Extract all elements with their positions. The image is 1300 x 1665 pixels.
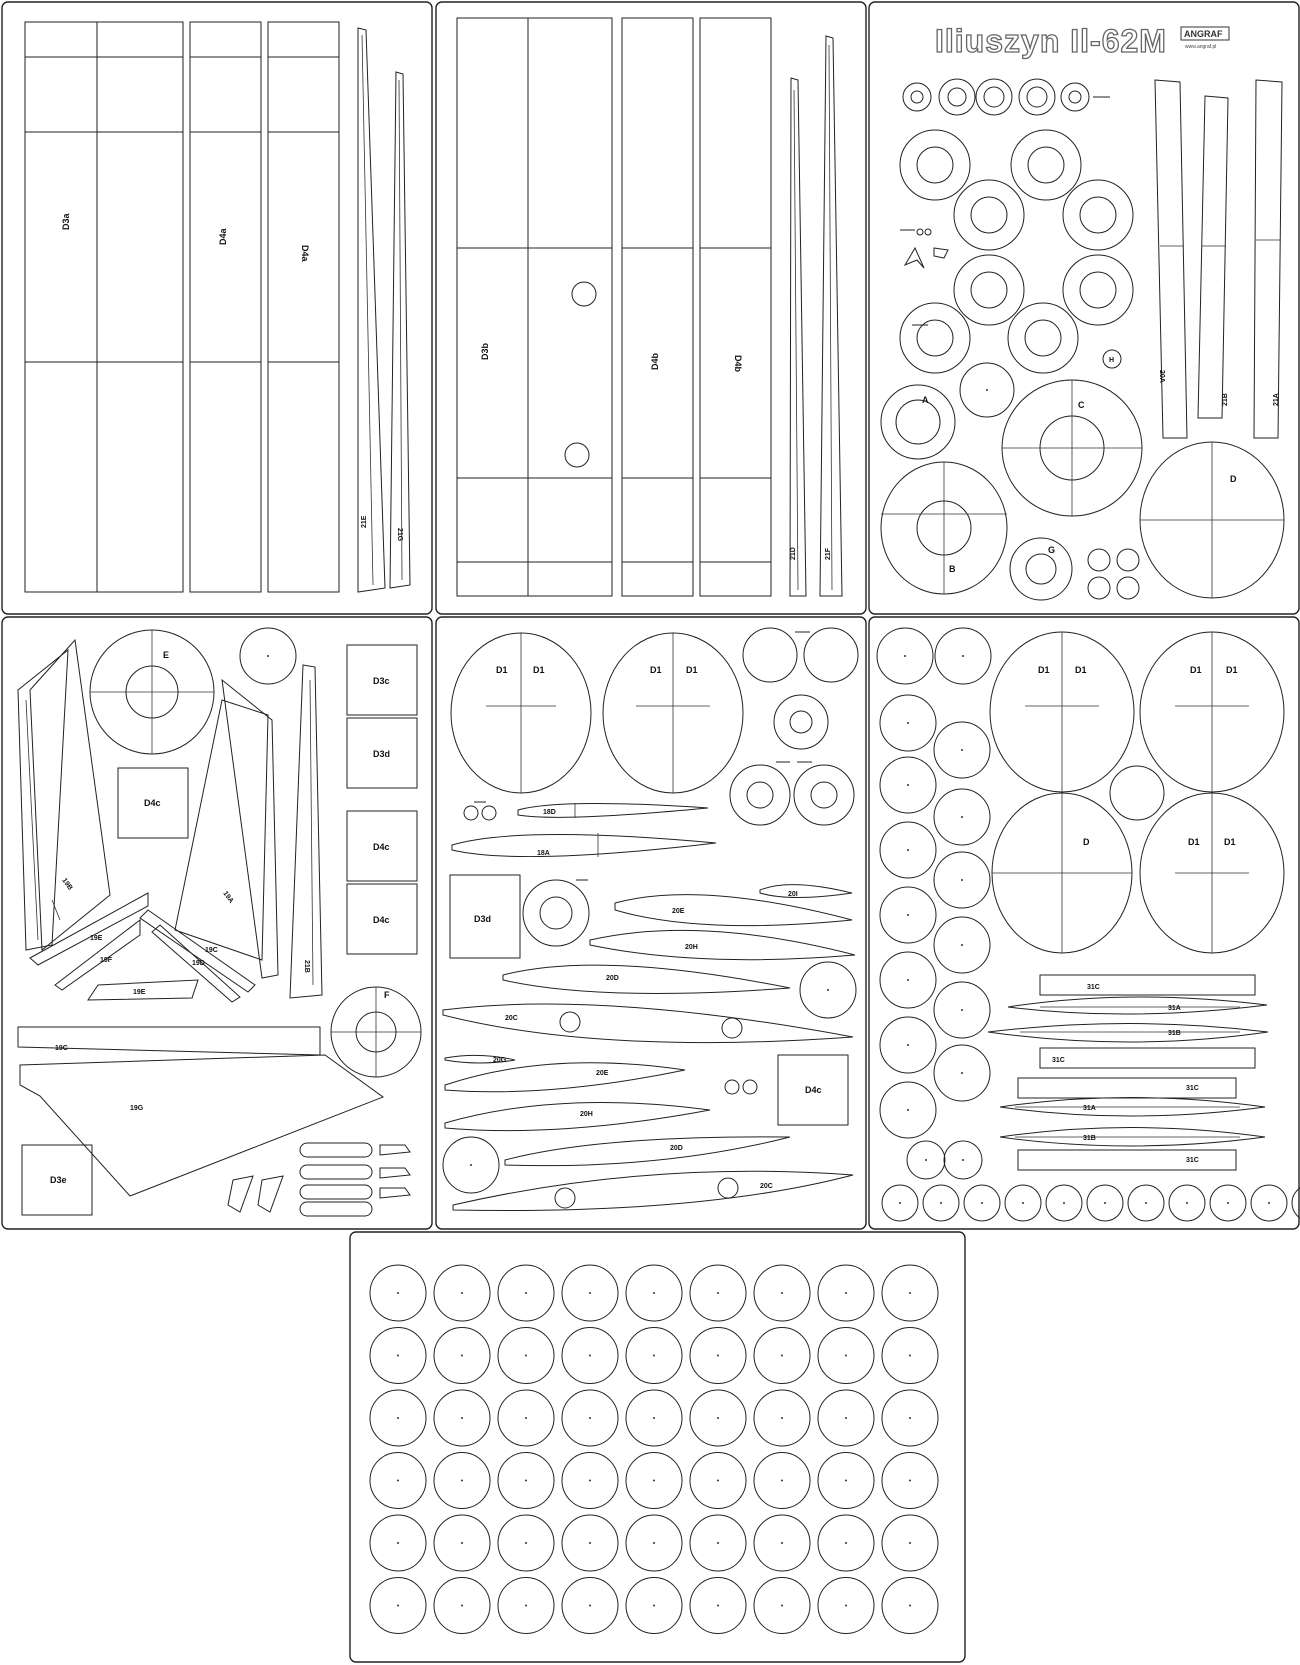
part-label-d4c-3: D4c xyxy=(144,798,161,808)
disc-r1-c4-center xyxy=(589,1292,591,1294)
part-label-d3b: D3b xyxy=(480,342,490,360)
disc-r5-c1-center xyxy=(397,1542,399,1544)
part-label-d4c-s5: D4c xyxy=(805,1085,822,1095)
bottom-disc-1-center xyxy=(899,1202,901,1204)
disc-r1-c6-center xyxy=(717,1292,719,1294)
stab-label-19f: 19F xyxy=(100,957,113,964)
bottom-disc-6-center xyxy=(1104,1202,1106,1204)
disc-r4-c7-center xyxy=(781,1480,783,1482)
rib-label-20c-2: 20C xyxy=(760,1183,773,1190)
strip-label-31c-3: 31C xyxy=(1186,1085,1199,1092)
part-label-d4a-2: D4a xyxy=(300,245,310,262)
bulkhead-label-d: D xyxy=(1083,837,1090,847)
rib-label-20c: 20C xyxy=(505,1015,518,1022)
disc-r6-c8-center xyxy=(845,1605,847,1607)
disc-r6-c5-center xyxy=(653,1605,655,1607)
strip-label-31a-2: 31A xyxy=(1083,1105,1096,1112)
sheet-6 xyxy=(869,617,1300,1229)
fin-label-19b: 19B xyxy=(60,877,74,892)
part-label-b: B xyxy=(949,564,956,574)
disc-r2-c6-center xyxy=(717,1355,719,1357)
strip-label-31a-1: 31A xyxy=(1168,1005,1181,1012)
fin-label-19a: 19A xyxy=(221,890,235,905)
disc-r5-c2-center xyxy=(461,1542,463,1544)
rib-label-20e: 20E xyxy=(672,908,685,915)
stab-label-19c: 19C xyxy=(205,947,218,954)
small-disc-14-center xyxy=(961,1009,963,1011)
sheet-1 xyxy=(2,2,432,614)
disc-r2-c4-center xyxy=(589,1355,591,1357)
disc-r6-c7-center xyxy=(781,1605,783,1607)
rib-label-20d: 20D xyxy=(606,975,619,982)
bottom-disc-3-center xyxy=(981,1202,983,1204)
disc-r4-c6-center xyxy=(717,1480,719,1482)
disc-r1-c2-center xyxy=(461,1292,463,1294)
part-label-d4a-1: D4a xyxy=(218,228,228,245)
disc-r2-c8-center xyxy=(845,1355,847,1357)
part-label-d4b-2: D4b xyxy=(733,355,743,373)
disc-r3-c2-center xyxy=(461,1417,463,1419)
bulkhead-label-d1-10: D1 xyxy=(1224,837,1236,847)
rib-label-20g: 20G xyxy=(493,1057,507,1064)
disc-r1-c3-center xyxy=(525,1292,527,1294)
model-title: Iliuszyn Il-62M xyxy=(935,23,1167,59)
rib-label-20h: 20H xyxy=(685,944,698,951)
sheet-7 xyxy=(350,1232,965,1662)
bottom-disc-8-center xyxy=(1186,1202,1188,1204)
strip-label-19c: 19C xyxy=(55,1045,68,1052)
disc-r2-c2-center xyxy=(461,1355,463,1357)
mini-disc-2-center xyxy=(962,1159,964,1161)
bulkhead-label-d1-7: D1 xyxy=(1190,665,1202,675)
part-label-d: D xyxy=(1230,474,1237,484)
strip-label-20a: 20A xyxy=(1158,370,1165,383)
bottom-disc-10-center xyxy=(1268,1202,1270,1204)
strip-label-31c-2: 31C xyxy=(1052,1057,1065,1064)
part-label-d4c-1: D4c xyxy=(373,842,390,852)
disc-r1-c7-center xyxy=(781,1292,783,1294)
disc-r6-c9-center xyxy=(909,1605,911,1607)
bulkhead-label-d1-3: D1 xyxy=(650,665,662,675)
disc-r6-c1-center xyxy=(397,1605,399,1607)
plate-label-19g: 19G xyxy=(130,1105,144,1112)
stab-label-19d: 19D xyxy=(192,960,205,967)
disc-r3-c8-center xyxy=(845,1417,847,1419)
disc-r1-c5-center xyxy=(653,1292,655,1294)
strip-label-31c-4: 31C xyxy=(1186,1157,1199,1164)
disc-r4-c3-center xyxy=(525,1480,527,1482)
small-disc-13-center xyxy=(961,944,963,946)
strip-label-31b-2: 31B xyxy=(1083,1135,1096,1142)
disc-r4-c2-center xyxy=(461,1480,463,1482)
part-label-g: G xyxy=(1048,545,1056,555)
part-label-e: E xyxy=(163,650,170,660)
disc-r3-c6-center xyxy=(717,1417,719,1419)
bottom-disc-9-center xyxy=(1227,1202,1229,1204)
strip-label-21e: 21E xyxy=(361,515,368,528)
strip-label-21f: 21F xyxy=(825,547,832,560)
rib-label-20d-2: 20D xyxy=(670,1145,683,1152)
strip-label-21b: 21B xyxy=(1222,393,1229,406)
part-label-f: F xyxy=(384,990,390,1000)
bulkhead-label-d1-6: D1 xyxy=(1075,665,1087,675)
part-label-d3e: D3e xyxy=(50,1175,67,1185)
part-label-d3a: D3a xyxy=(61,213,71,230)
bulkhead-label-d1-9: D1 xyxy=(1188,837,1200,847)
small-disc-12-center xyxy=(961,879,963,881)
disc-r5-c8-center xyxy=(845,1542,847,1544)
sheet-4 xyxy=(2,617,432,1229)
disc-r6-c4-center xyxy=(589,1605,591,1607)
bottom-disc-4-center xyxy=(1022,1202,1024,1204)
disc-r5-c3-center xyxy=(525,1542,527,1544)
disc-r2-c3-center xyxy=(525,1355,527,1357)
disc-r4-c4-center xyxy=(589,1480,591,1482)
rib-label-18d: 18D xyxy=(543,809,556,816)
disc-r5-c4-center xyxy=(589,1542,591,1544)
sheet-5 xyxy=(436,617,866,1229)
part-label-d3d: D3d xyxy=(373,749,391,759)
disc-r5-c9-center xyxy=(909,1542,911,1544)
mini-disc-1-center xyxy=(925,1159,927,1161)
part-label-a: A xyxy=(922,395,929,405)
small-disc-6-center xyxy=(907,914,909,916)
disc-r5-c6-center xyxy=(717,1542,719,1544)
brand-name: ANGRAF xyxy=(1184,29,1223,39)
small-disc-8-center xyxy=(907,1044,909,1046)
disc-r4-c5-center xyxy=(653,1480,655,1482)
sheet-3 xyxy=(869,2,1299,614)
disc-r1-c1-center xyxy=(397,1292,399,1294)
part-label-h: H xyxy=(1109,357,1115,364)
disc-r6-c2-center xyxy=(461,1605,463,1607)
small-disc-5-center xyxy=(907,849,909,851)
disc-r6-c3-center xyxy=(525,1605,527,1607)
strip-label-21b-s4: 21B xyxy=(303,960,310,973)
strip-label-31b-1: 31B xyxy=(1168,1030,1181,1037)
stab-label-19e: 19E xyxy=(90,935,103,942)
disc-r2-c5-center xyxy=(653,1355,655,1357)
small-disc-2-center xyxy=(962,655,964,657)
strip-label-31c-1: 31C xyxy=(1087,984,1100,991)
part-label-d4c-2: D4c xyxy=(373,915,390,925)
small-disc-15-center xyxy=(961,1072,963,1074)
disc-r3-c3-center xyxy=(525,1417,527,1419)
bottom-disc-5-center xyxy=(1063,1202,1065,1204)
sheet-2 xyxy=(436,2,866,614)
disc-r4-c9-center xyxy=(909,1480,911,1482)
disc-r3-c1-center xyxy=(397,1417,399,1419)
bulkhead-label-d1-8: D1 xyxy=(1226,665,1238,675)
part-label-d3d-s5: D3d xyxy=(474,914,492,924)
bulkhead-label-d1-1: D1 xyxy=(496,665,508,675)
stab-label-19e-2: 19E xyxy=(133,989,146,996)
disc-r2-c1-center xyxy=(397,1355,399,1357)
disc-r5-c7-center xyxy=(781,1542,783,1544)
strip-label-21d: 21D xyxy=(790,547,797,560)
disc-r3-c9-center xyxy=(909,1417,911,1419)
small-disc-11-center xyxy=(961,816,963,818)
disc-r2-c9-center xyxy=(909,1355,911,1357)
disc-r4-c1-center xyxy=(397,1480,399,1482)
disc-r3-c5-center xyxy=(653,1417,655,1419)
bulkhead-label-d1-4: D1 xyxy=(686,665,698,675)
small-disc-1-center xyxy=(904,655,906,657)
brand-url: www.angraf.pl xyxy=(1185,44,1217,50)
part-label-d4b-1: D4b xyxy=(650,352,660,370)
disc-r3-c4-center xyxy=(589,1417,591,1419)
rib-label-20h-2: 20H xyxy=(580,1111,593,1118)
small-disc-10-center xyxy=(961,749,963,751)
disc-r4-c8-center xyxy=(845,1480,847,1482)
part-label-d3c: D3c xyxy=(373,676,390,686)
bulkhead-label-d1-2: D1 xyxy=(533,665,545,675)
disc-r5-c5-center xyxy=(653,1542,655,1544)
bottom-disc-7-center xyxy=(1145,1202,1147,1204)
strip-label-21a: 21A xyxy=(1273,393,1280,406)
rib-label-20e-2: 20E xyxy=(596,1070,609,1077)
rib-label-20i: 20I xyxy=(788,891,798,898)
strip-label-21g: 21G xyxy=(396,528,403,542)
small-disc-3-center xyxy=(907,722,909,724)
disc-r1-c8-center xyxy=(845,1292,847,1294)
disc-r1-c9-center xyxy=(909,1292,911,1294)
disc-r3-c7-center xyxy=(781,1417,783,1419)
rib-label-18a: 18A xyxy=(537,850,550,857)
small-disc-7-center xyxy=(907,979,909,981)
part-label-c: C xyxy=(1078,400,1085,410)
disc-r6-c6-center xyxy=(717,1605,719,1607)
small-disc-4-center xyxy=(907,784,909,786)
bulkhead-label-d1-5: D1 xyxy=(1038,665,1050,675)
small-disc-9-center xyxy=(907,1109,909,1111)
bottom-disc-2-center xyxy=(940,1202,942,1204)
disc-r2-c7-center xyxy=(781,1355,783,1357)
